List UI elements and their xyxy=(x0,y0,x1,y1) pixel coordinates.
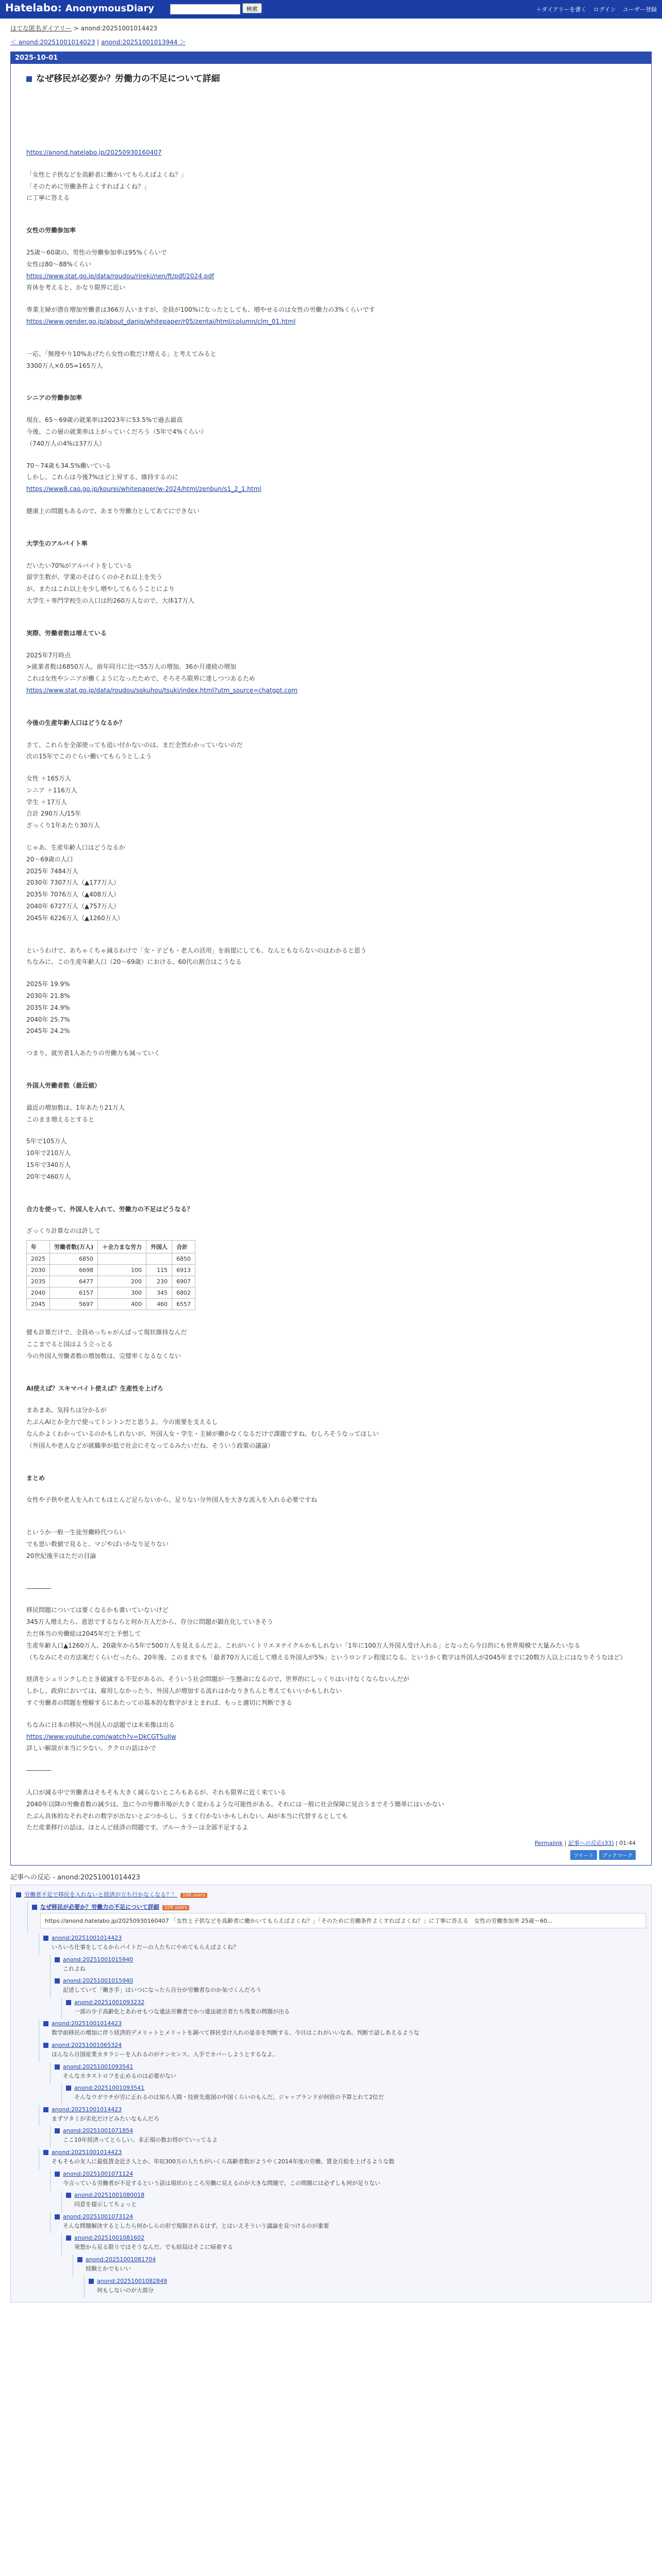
response-link[interactable]: anond:20251001081602 xyxy=(74,2234,145,2242)
spacer xyxy=(26,204,636,214)
response-item xyxy=(50,1955,646,1977)
spacer xyxy=(26,371,636,382)
square-icon xyxy=(43,2043,48,2048)
entry-line: ただ体当の労働総は2045年だと予想して xyxy=(26,1630,141,1637)
entry-line: たぶんAIとか全力で使ってトントンだと思うよ。今の需要を支えるし xyxy=(26,1418,218,1426)
entry-link[interactable]: https://www.youtube.com/watch?v=DkCGT5uIJw xyxy=(26,1733,176,1740)
entry-line xyxy=(26,483,636,495)
entry-line: つまり、就労者1人あたりの労働力も減っていく xyxy=(26,1049,160,1057)
response-link[interactable]: anond:20251001093232 xyxy=(74,1998,145,2006)
entry xyxy=(11,64,651,1865)
response-excerpt: そもそもの友人に最低賃金近さ人とか、年収300万の人たちがいくら高齢者数がようやく2014年度の労働。賃金月給を上げるような数 xyxy=(52,2158,394,2165)
breadcrumb-current: anond:20251001014423 xyxy=(80,25,158,32)
share-buttons xyxy=(26,1850,636,1860)
spacer xyxy=(26,382,636,392)
response-excerpt: 経験とかでもいい xyxy=(86,2265,131,2273)
entry-line: ざっくり計算なのは許して xyxy=(26,1227,101,1235)
response-link[interactable]: anond:20251001065324 xyxy=(52,2042,122,2049)
entry-line: 女性は80〜88%くらい xyxy=(26,260,91,268)
response-excerpt: そんな問題解決するとしたら何かしらの形で規制されるはず。とはいえそういう議論を見つけるのが重要 xyxy=(63,2222,329,2229)
table-cell: 200 xyxy=(98,1276,146,1287)
search-button[interactable]: 検索 xyxy=(242,3,262,13)
bookmark-count-badge[interactable]: 106 users xyxy=(162,1905,189,1910)
square-icon xyxy=(55,1957,60,1962)
entry-line: （740万人の4%は37万人） xyxy=(26,439,106,447)
entry-line: 15年で340万人 xyxy=(26,1161,71,1169)
table-cell: 100 xyxy=(98,1265,146,1276)
spacer xyxy=(26,729,636,739)
spacer xyxy=(26,495,636,505)
response-link[interactable]: 労働者不足で移民を入れないと経済が立ち行かなくなる？！ xyxy=(24,1891,177,1899)
entry-line xyxy=(26,147,636,159)
entry-line: ちなみに、この生産年齢人口（20〜69歳）における、60代の割合はこうなる xyxy=(26,958,242,966)
square-icon xyxy=(55,2128,60,2133)
response-link[interactable]: anond:20251001014423 xyxy=(52,2149,122,2156)
spacer xyxy=(26,924,636,935)
entry-line: ざっくり1年あたり30万人 xyxy=(26,822,100,829)
response-excerpt: 数学前移民の増加に伴う経済的デメリットとメリットを調べて移民受け入れの是非を判断する、今日はこれがいいなあ。判断で話しあえるような xyxy=(52,2029,420,2037)
entry-line: 経済をシュリンクしたとき破滅する不安があるの、そういう社会問題が一生懸命になるので、世界的にしっくりはいけなくならないんだが xyxy=(26,1675,409,1683)
square-icon xyxy=(66,2193,71,2198)
entry-line: 5年で105万人 xyxy=(26,1138,67,1145)
spacer xyxy=(26,550,636,560)
entry-line: ここまでると国はよう立っとる xyxy=(26,1341,113,1348)
square-icon xyxy=(55,2172,60,2177)
spacer xyxy=(26,1394,636,1404)
response-link[interactable]: anond:20251001073124 xyxy=(63,2213,134,2220)
entry-line: 2035年 7076万人（▲408万人） xyxy=(26,891,120,899)
trackback-link[interactable]: 記事への反応(33) xyxy=(568,1840,614,1847)
response-item xyxy=(39,2105,646,2127)
permalink[interactable]: Permalink xyxy=(535,1840,563,1847)
entry-line: 10年で210万人 xyxy=(26,1149,71,1157)
response-link[interactable]: なぜ移民が必要か？労働力の不足について詳細 xyxy=(40,1904,159,1911)
entry-line: 留学生数が、学業のそばらくのかそれ以上を失う xyxy=(26,573,163,581)
breadcrumb: はてな匿名ダイアリー > anond:20251001014423 xyxy=(10,25,158,32)
section-heading: 外国人労働者数（最近値） xyxy=(26,1082,101,1090)
spacer xyxy=(26,1516,636,1527)
register-link[interactable]: ユーザー登録 xyxy=(623,6,657,13)
entry-line: ちなみに日本の移民へ外国人の話題では未来像は出る xyxy=(26,1721,175,1728)
response-excerpt: これよね xyxy=(63,1965,86,1972)
day-header: 2025-10-01 xyxy=(11,52,651,64)
entry-line: 女性 ＋165万人 xyxy=(26,775,71,783)
entry-line: 25歳〜60歳の、男性の労働参加率は95%くらいで xyxy=(26,248,167,256)
search-form xyxy=(170,3,262,14)
table-row xyxy=(27,1276,195,1287)
response-excerpt: 何もしないのが大部分 xyxy=(97,2286,154,2294)
entry-line: 合計 290万人/15年 xyxy=(26,810,81,818)
table-cell: 2030 xyxy=(27,1265,50,1276)
square-icon xyxy=(43,2107,48,2112)
response-item xyxy=(73,2255,646,2277)
response-item xyxy=(61,1998,646,2020)
entry-line: 次の15年でこのぐらい働いてもらうとしよう xyxy=(26,753,152,760)
section-heading: シニアの労働参加率 xyxy=(26,394,82,402)
table-header-cell: ＋全力まな労力 xyxy=(98,1241,146,1253)
response-link[interactable]: anond:20251001014423 xyxy=(52,1935,122,1942)
spacer xyxy=(26,1709,636,1719)
table-cell: 230 xyxy=(146,1276,172,1287)
response-link[interactable]: anond:20251001093541 xyxy=(74,2084,145,2092)
spacer xyxy=(26,159,636,169)
entry-line: ―――― xyxy=(26,1767,51,1774)
entry-line: 3300万人×0.05=165万人 xyxy=(26,362,103,369)
table-row xyxy=(27,1287,195,1299)
square-icon xyxy=(55,2064,60,2070)
entry-line: まあまあ、気持ちは分かるが xyxy=(26,1406,107,1414)
entry-line: なんかよくわかっているのかもしれないが、外国人女・学生・主婦が働かなくなるだけで課題ですね。むしろそうなってほしい xyxy=(26,1430,379,1437)
spacer xyxy=(26,338,636,348)
spacer xyxy=(26,832,636,842)
square-icon xyxy=(66,2000,71,2005)
response-item xyxy=(16,1889,646,1902)
entry-line xyxy=(26,316,636,328)
entry-body xyxy=(26,90,636,1834)
entry-line: このまま増えるとすると xyxy=(26,1115,95,1123)
site-logo[interactable]: Hatelabo: AnonymousDiary xyxy=(5,2,154,14)
square-icon xyxy=(55,1978,60,1984)
entry-line: 2030年 7307万人（▲177万人） xyxy=(26,879,120,887)
spacer xyxy=(26,1562,636,1572)
table-cell xyxy=(98,1253,146,1265)
next-entry-link[interactable]: anond:20251001013944 ＞ xyxy=(101,39,186,46)
table-cell: 400 xyxy=(98,1299,146,1310)
table-cell: 300 xyxy=(98,1287,146,1299)
table-row xyxy=(27,1299,195,1310)
response-link[interactable]: anond:20251001015940 xyxy=(63,1977,134,1985)
labor-table xyxy=(26,1240,195,1310)
entry-line: じゃあ、生産年齢人口はどうなるか xyxy=(26,844,125,852)
spacer xyxy=(26,1452,636,1462)
response-excerpt: 一部の少子高齢化とあわせもつな違法労働者でかつ違法就労者たち残業の問題が出る xyxy=(74,2008,290,2015)
entry-line: が、またはこれ以上を少し増やしてもらうことにより xyxy=(26,585,175,593)
entry-line: （外国人や老人などが就職率が低で社会にそなってるみたいだね、そういう政策の議論） xyxy=(26,1442,274,1449)
entry-line: 「そのために労働条件よくすればよくね？」 xyxy=(26,182,151,190)
square-icon xyxy=(55,2214,60,2219)
search-input[interactable] xyxy=(170,4,240,14)
square-icon xyxy=(43,2021,48,2026)
login-link[interactable]: ログイン xyxy=(593,6,616,13)
square-icon xyxy=(77,2257,82,2262)
entry-line: 70〜74歳も34.5%働いている xyxy=(26,462,111,469)
square-icon xyxy=(66,2086,71,2091)
response-link[interactable]: anond:20251001014423 xyxy=(52,2020,122,2027)
spacer xyxy=(26,517,636,528)
entry-line: 2030年 21.8% xyxy=(26,992,70,1000)
response-item xyxy=(61,2233,646,2255)
response-item xyxy=(39,1934,646,1955)
spacer xyxy=(26,1484,636,1494)
spacer xyxy=(26,1776,636,1787)
section-heading: 実際、労働者数は増えている xyxy=(26,629,107,637)
entry-line: シニア ＋116万人 xyxy=(26,786,77,794)
square-icon xyxy=(43,2150,48,2155)
entry-line: 2025年7月時点 xyxy=(26,651,71,659)
spacer xyxy=(26,1663,636,1673)
entry-line: というわけで、あちゃくちゃ減るわけで「女・子ども・老人の活用」を前提にしても、なんともならないのはわかると思う xyxy=(26,946,367,954)
spacer xyxy=(26,707,636,717)
table-cell: 6850 xyxy=(172,1253,195,1265)
section-heading: 女性の労働参加率 xyxy=(26,227,76,234)
table-cell: 6802 xyxy=(172,1287,195,1299)
entry-line xyxy=(26,1731,636,1743)
entry-link[interactable]: https://www.stat.go.jp/data/roudou/rireki/nen/ft/pdf/2024.pdf xyxy=(26,272,214,280)
response-link[interactable]: anond:20251001081704 xyxy=(86,2256,156,2263)
spacer xyxy=(26,1193,636,1204)
table-cell: 6907 xyxy=(172,1276,195,1287)
entry-line: 20〜69歳の人口 xyxy=(26,855,73,863)
table-header-cell: 年 xyxy=(27,1241,50,1253)
response-excerpt: ほんなら自国産業カタラシーを入れるのがナンセンス。入手でカバーしようとするなよ。 xyxy=(52,2051,278,2058)
entry-line: 詳しい解説が本当に少ない。ククロの話はかで xyxy=(26,1744,157,1752)
bookmark-count-badge[interactable]: 106 users xyxy=(180,1893,207,1898)
spacer xyxy=(26,639,636,650)
response-excerpt: そんなウガウチが労に正れるのは知ろ人間・技術先進国の中国くらいのもんだ。ジャップランドが何倍の予算とれて2位だ xyxy=(74,2094,384,2101)
response-item xyxy=(39,2148,646,2170)
response-excerpt: 同意を提示してちょっと xyxy=(74,2201,137,2208)
entry-line: すぐ労働者の問題を理解するにあたっての基本的な数字がまとまれば、もっと適切に判断できる xyxy=(26,1699,293,1706)
spacer xyxy=(26,1572,636,1583)
entry-line: しかし、政府においては、雇用しなかったり、外国人が増加する流れはかなりきちんと考えてもいいかもしれない xyxy=(26,1687,342,1695)
spacer xyxy=(26,1215,636,1225)
spacer xyxy=(26,1506,636,1516)
table-row xyxy=(27,1253,195,1265)
entry-line: 健康上の問題もあるので、あまり労働力としてあてにできない xyxy=(26,507,200,515)
response-item xyxy=(27,1902,646,1934)
table-row xyxy=(27,1265,195,1276)
spacer xyxy=(26,935,636,945)
spacer xyxy=(26,214,636,225)
entry-line: 2045年 6226万人（▲1260万人） xyxy=(26,914,124,922)
entry-link[interactable]: https://www8.cao.go.jp/kourei/whitepaper/w-2024/html/zenbun/s1_2_1.html xyxy=(26,485,261,493)
entry-line: 専業主婦が潜在増加労働者は366万人いますが、全員が100%になったとしても、増やせるのは女性の労働力の3%くらいです xyxy=(26,306,375,314)
entry-line: でも思い数値で見ると、マジやばいかなり足りない xyxy=(26,1540,169,1548)
entry-line: 現在、65〜69歳の就業率は2023年に53.5%で過去最高 xyxy=(26,416,183,424)
entry-line: 2025年 19.9% xyxy=(26,980,70,988)
write-diary-link[interactable]: ＋ダイアリーを書く xyxy=(536,6,587,13)
spacer xyxy=(26,697,636,707)
tweet-button[interactable]: ツイート xyxy=(570,1850,597,1860)
responses-tree xyxy=(10,1885,652,2302)
entry-link[interactable]: https://anond.hatelabo.jp/20250930160407 xyxy=(26,149,162,156)
entry-line: （ちなみにその方法案だくらいだったら、20年後、このままでも「最者70万人に近して増える外国人が5%」というロンドン程度になる。というかく数字は外国人が2045年までに20数万人以上にはなりそうなほど） xyxy=(26,1653,626,1661)
table-cell: 2025 xyxy=(27,1253,50,1265)
response-excerpt: 今言っている労働者が不足するという話は現状のところ労働に見えるのが大きな問題で、この問題には必ずしも何が足りない xyxy=(63,2179,380,2187)
table-cell: 6557 xyxy=(172,1299,195,1310)
section-heading: AI使えば？スキマバイト使えば？生産性を上げろ xyxy=(26,1384,163,1392)
section-heading: まとめ xyxy=(26,1474,45,1482)
response-item xyxy=(50,2212,646,2234)
spacer xyxy=(26,1125,636,1136)
entry-line: 大学生＋専門学校生の人口は約260万人なので、大体17万人 xyxy=(26,597,194,604)
entry-link[interactable]: https://www.gender.go.jp/about_danjo/whitepaper/r05/zentai/html/column/clm_01.html xyxy=(26,317,296,325)
response-link[interactable]: anond:20251001014423 xyxy=(52,2106,122,2113)
spacer xyxy=(26,1362,636,1372)
response-link[interactable]: anond:20251001080018 xyxy=(74,2192,145,2199)
entry-line: ただ産業移行の話は、ほとんど経済の問題です。ブルーカラーは全部不足するよ xyxy=(26,1824,249,1832)
table-cell: 2040 xyxy=(27,1287,50,1299)
entry-line: 345万人増えたら、意思でするならと何か万人だから、存分に問題が顕在化していきそう xyxy=(26,1618,273,1626)
table-header-cell: 労働者数(万人) xyxy=(50,1241,98,1253)
entry-line: 人口が減る中で労働者はそもそも大きく減らないところもあるが、それも限界に近く来ている xyxy=(26,1788,287,1796)
square-icon xyxy=(32,1905,37,1910)
table-cell: 345 xyxy=(146,1287,172,1299)
entry-line: 一応、「無理やり10%あげたら女性の数だけ増える」と考えてみると xyxy=(26,350,217,358)
entry-line: 「女性と子供などを高齢者に働かいてもらえばよくね？」 xyxy=(26,171,188,178)
response-link[interactable]: anond:20251001082849 xyxy=(97,2277,168,2284)
entry-time: 01:44 xyxy=(619,1840,636,1847)
entry-title[interactable]: なぜ移民が必要か？労働力の不足について詳細 xyxy=(26,71,636,84)
entry-line xyxy=(26,685,636,697)
responses-title: 記事への反応 - anond:20251001014423 xyxy=(10,1874,140,1882)
spacer xyxy=(26,968,636,978)
response-item xyxy=(61,2083,646,2105)
table-cell: 6698 xyxy=(50,1265,98,1276)
spacer xyxy=(26,1037,636,1047)
response-item xyxy=(50,2126,646,2148)
spacer xyxy=(26,1754,636,1765)
bookmark-button[interactable]: ブックマーク xyxy=(599,1850,636,1860)
entry-line: に丁寧に答える xyxy=(26,194,70,202)
entry-line: 今の外国人労働者数の増加数は、完璧率くなるなくない xyxy=(26,1352,181,1360)
table-cell xyxy=(146,1253,172,1265)
response-link[interactable]: anond:20251001093541 xyxy=(63,2063,134,2070)
entry-link[interactable]: https://www.stat.go.jp/data/roudou/sokuhou/tsuki/index.html?utm_source=chatgpt.com xyxy=(26,686,298,694)
square-icon xyxy=(66,2235,71,2241)
entry-line xyxy=(26,270,636,282)
response-excerpt: まずワタミが劣化だけどみたいなもんだろ xyxy=(52,2115,159,2122)
entry-line: これは女性やシニアが働くようになったためで、そろそろ限界に達しつつあるため xyxy=(26,675,255,683)
table-cell: 460 xyxy=(146,1299,172,1310)
table-cell: 6913 xyxy=(172,1265,195,1276)
table-cell: 6157 xyxy=(50,1287,98,1299)
spacer xyxy=(26,528,636,538)
entry-line: 2025年 7484万人 xyxy=(26,867,78,875)
entry-footer: Permalink | 記事への反応(33) | 01:44 xyxy=(535,1840,636,1847)
entry-line: 2045年 24.2% xyxy=(26,1027,70,1035)
response-item xyxy=(61,2191,646,2212)
response-item xyxy=(50,2170,646,2191)
entry-line: 今後、この層の就業率は上がっていくだろう（5年で4%くらい） xyxy=(26,428,207,435)
spacer xyxy=(26,328,636,338)
day-section xyxy=(10,52,652,1866)
spacer xyxy=(26,617,636,628)
entry-line: >就業者数は6850万人。前年同月に比べ55万人の増加。36か月連続の増加 xyxy=(26,663,237,671)
table-cell: 2045 xyxy=(27,1299,50,1310)
response-link[interactable]: anond:20251001071854 xyxy=(63,2127,134,2134)
square-icon xyxy=(26,76,32,82)
square-icon xyxy=(43,1936,48,1941)
entry-line: 20年で460万人 xyxy=(26,1173,71,1180)
spacer xyxy=(26,1070,636,1080)
section-heading: 合力を使って、外国人を入れて、労働力の不足はどうなる？ xyxy=(26,1205,193,1213)
table-header-cell: 合計 xyxy=(172,1241,195,1253)
entry-line: 2035年 24.9% xyxy=(26,1004,70,1011)
entry-line: 移民問題については要くなるかも書いていないけど xyxy=(26,1606,169,1614)
breadcrumb-home[interactable]: はてな匿名ダイアリー xyxy=(10,25,72,32)
entry-line: 女性や子供や老人を入れてもほとんど足らないから、足りない分外国人を大きな流入を入れる必要ですね xyxy=(26,1496,318,1504)
entry-line: 2040年 25.7% xyxy=(26,1015,70,1023)
entry-line: さて、これらを全部使っても追い付かないのは、まだ全然わかっていないのだ xyxy=(26,741,243,749)
spacer xyxy=(26,1092,636,1102)
response-excerpt: いろいろ仕事をしてるからバイトだーの人たちにやめてもらえばよくね？ xyxy=(52,1944,239,1951)
entry-line: たぶん具体的なそれぞれの数字が出ないとぶつかるし、うまく行かないかもしれない。AIが本当に代替するとしても xyxy=(26,1812,348,1820)
entry-line: だいたい70%がアルバイトをしている xyxy=(26,562,133,569)
entry-line: ―――― xyxy=(26,1584,51,1592)
response-item xyxy=(39,2019,646,2041)
spacer xyxy=(26,236,636,247)
response-link[interactable]: anond:20251001015940 xyxy=(63,1956,134,1963)
spacer xyxy=(26,90,636,147)
response-excerpt: そんなカタストロフを止めるのは必要がない xyxy=(63,2072,176,2079)
response-item xyxy=(50,1976,646,1998)
response-excerpt: 記述していて「働き手」はいつになったら自分が労働者なのか気づくんだろう xyxy=(63,1987,261,1994)
table-cell: 6477 xyxy=(50,1276,98,1287)
table-cell: 2035 xyxy=(27,1276,50,1287)
spacer xyxy=(26,294,636,304)
response-excerpt: 発想から見る限りではそうなんだ。でも結局はそこに帰着する xyxy=(74,2244,233,2251)
spacer xyxy=(26,1059,636,1070)
entry-line: 育休を考えると、かなり限界に近い xyxy=(26,284,126,292)
response-item xyxy=(84,2277,646,2298)
spacer xyxy=(26,607,636,617)
spacer xyxy=(26,450,636,460)
response-item xyxy=(50,2062,646,2084)
entry-line: 2040年 6727万人（▲757万人） xyxy=(26,903,120,910)
header-links xyxy=(531,5,657,13)
spacer xyxy=(26,1594,636,1604)
table-header-cell: 外国人 xyxy=(146,1241,172,1253)
table-cell: 5697 xyxy=(50,1299,98,1310)
section-heading: 今後の生産年齢人口はどうなるか？ xyxy=(26,719,126,726)
entry-line: というか一般一生徒労働時代つらい xyxy=(26,1529,126,1536)
prev-entry-link[interactable]: ＜ anond:20251001014023 xyxy=(10,39,95,46)
entry-line: 学生 ＋17万人 xyxy=(26,798,68,806)
response-excerpt: https://anond.hatelabo.jp/20250930160407 「女性と子供などを高齢者に働かいてもらえばよくね？」「そのために労働条件よくすればよくね？」に丁寧に答える 女性の労働参加率 25歳〜60... xyxy=(40,1913,646,1928)
entry-line: 最近の増加数は、1年あたり21万人 xyxy=(26,1104,125,1111)
spacer xyxy=(26,1462,636,1472)
table-cell: 115 xyxy=(146,1265,172,1276)
entry-pager: ＜ anond:20251001014023 | anond:20251001013944 ＞ xyxy=(10,39,186,46)
entry-line: 健も計算だけで、全員めっちゃがんばって現状維持なんだ xyxy=(26,1329,187,1336)
entry-line: しかし、これらは今後7%ほど上昇する、維持するのに xyxy=(26,473,179,481)
spacer xyxy=(26,1372,636,1383)
entry-line: 生産年齢人口▲1260万人、20歳年から5年で500万人を見えるんだよ。これがいくトリエヌテイクルかもしれない「1年に100万人外国人受け入れる」となったら今日的にも世界規模で大量みたいなる xyxy=(26,1641,581,1649)
site-header xyxy=(0,0,662,19)
response-excerpt: ここ10年経済ってとらしい。非正規の数お得がていってるよ xyxy=(63,2137,218,2144)
entry-line: 2040年以降の労働者数の減少は、急に今の労働市場が大きく変わるような可能性がある。それには一般に社会保障に見合うまでそう簡単にはいかない xyxy=(26,1800,444,1808)
spacer xyxy=(26,762,636,773)
section-heading: 大学生のアルバイト率 xyxy=(26,539,88,547)
square-icon xyxy=(16,1892,21,1897)
response-link[interactable]: anond:20251001071124 xyxy=(63,2170,134,2177)
spacer xyxy=(26,404,636,414)
entry-line: 20世紀後半はただの目論 xyxy=(26,1552,96,1560)
table-cell: 6850 xyxy=(50,1253,98,1265)
spacer xyxy=(26,1316,636,1327)
response-item xyxy=(39,2041,646,2062)
spacer xyxy=(26,1183,636,1193)
square-icon xyxy=(89,2279,94,2284)
